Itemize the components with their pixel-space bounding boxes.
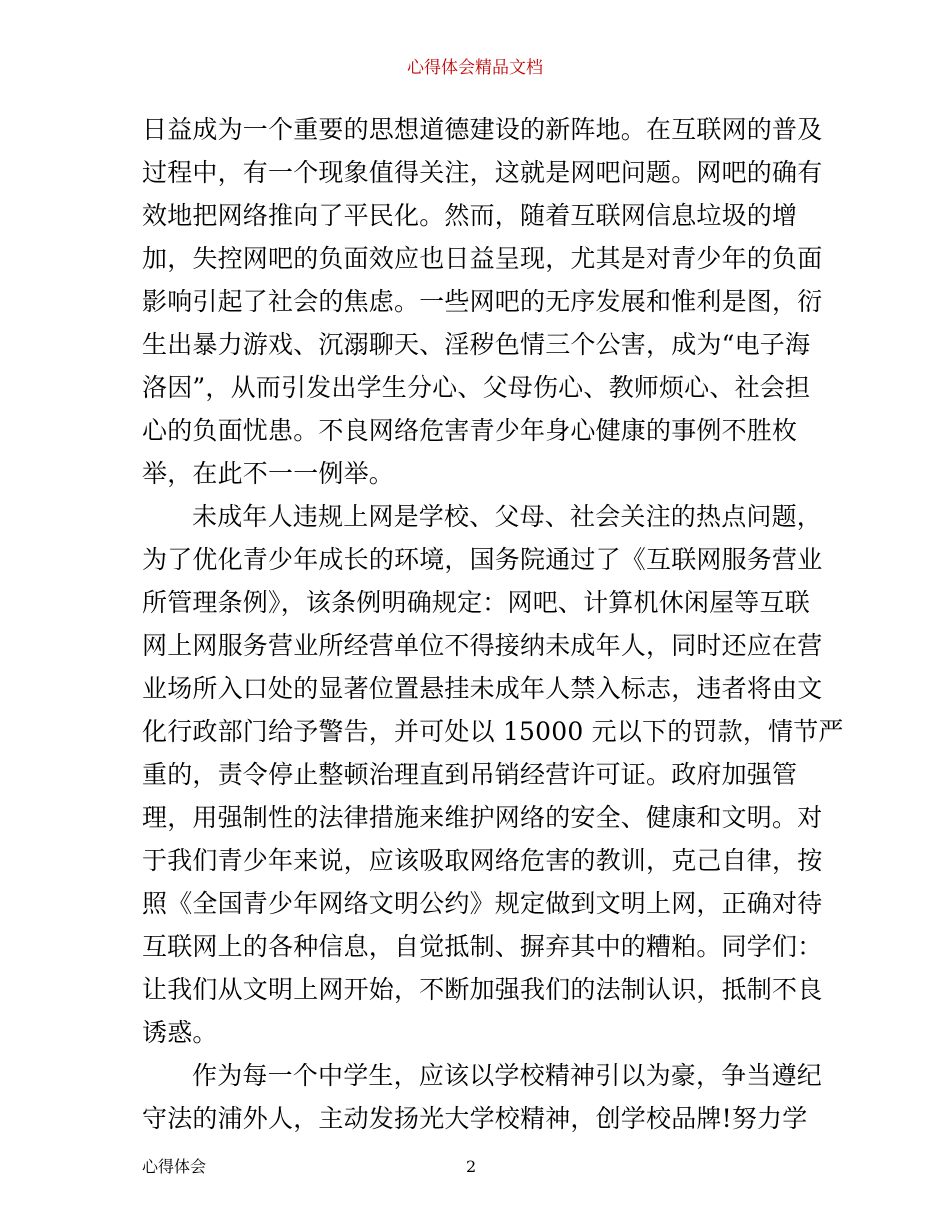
paragraph [142,108,823,495]
text-line: 所管理条例》，该条例明确规定：网吧、计算机休闲屋等互联 [142,588,810,617]
text-line: 效地把网络推向了平民化。然而，随着互联网信息垃圾的增 [142,201,798,230]
footer-label: 心得体会 [142,1157,207,1176]
text-line: 网上网服务营业所经营单位不得接纳未成年人，同时还应在营 [142,631,823,660]
text-line: 心的负面忧患。不良网络危害青少年身心健康的事例不胜枚 [142,416,798,445]
text-line: 过程中，有一个现象值得关注，这就是网吧问题。网吧的确有 [142,158,823,187]
text-line: 生出暴力游戏、沉溺聊天、淫秽色情三个公害，成为“电子海 [142,330,811,359]
text-line: 加，失控网吧的负面效应也日益呈现，尤其是对青少年的负面 [142,244,823,273]
text-line: 守法的浦外人，主动发扬光大学校精神，创学校品牌!努力学 [142,1104,808,1133]
text-line: 业场所入口处的显著位置悬挂未成年人禁入标志，违者将由文 [142,674,823,703]
text-line: 为了优化青少年成长的环境，国务院通过了《互联网服务营业 [142,545,823,574]
page-header-title: 心得体会精品文档 [407,58,543,78]
text-line: 作为每一个中学生，应该以学校精神引以为豪，争当遵纪 [192,1061,823,1090]
text-line: 日益成为一个重要的思想道德建设的新阵地。在互联网的普及 [142,115,823,144]
text-line: 理，用强制性的法律措施来维护网络的安全、健康和文明。对 [142,803,823,832]
text-line: 举，在此不一一例举。 [142,459,395,488]
text-line: 重的，责令停止整顿治理直到吊销经营许可证。政府加强管 [142,760,798,789]
text-line: 影响引起了社会的焦虑。一些网吧的无序发展和惟利是图，衍 [142,287,823,316]
document-body [142,108,844,1140]
text-line: 化行政部门给予警告，并可处以 15000 元以下的罚款，情节严 [142,717,844,746]
text-line: 照《全国青少年网络文明公约》规定做到文明上网，正确对待 [142,889,823,918]
text-line: 未成年人违规上网是学校、父母、社会关注的热点问题， [192,502,823,531]
page-number: 2 [466,1157,477,1176]
text-line: 诱惑。 [142,1018,218,1047]
text-line: 于我们青少年来说，应该吸取网络危害的教训，克己自律，按 [142,846,823,875]
paragraph [142,495,844,1054]
text-line: 互联网上的各种信息，自觉抵制、摒弃其中的糟粕。同学们： [142,932,823,961]
text-line: 让我们从文明上网开始，不断加强我们的法制认识，抵制不良 [142,975,823,1004]
text-line: 洛因”，从而引发出学生分心、父母伤心、教师烦心、社会担 [142,373,811,402]
paragraph [142,1054,823,1140]
